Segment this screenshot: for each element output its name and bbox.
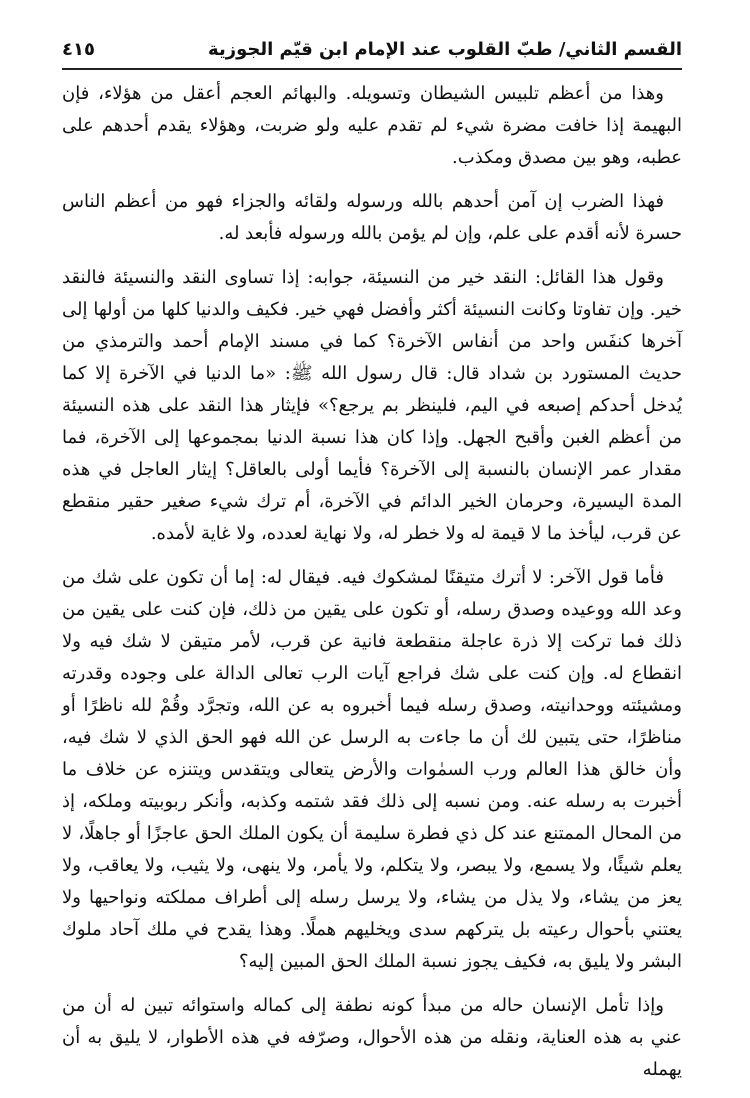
body-text bbox=[62, 78, 682, 1098]
paragraph: فأما قول الآخر: لا أترك متيقنًا لمشكوك فيه. فيقال له: إما أن تكون على شك من وعد الله ووعيده وصدق رسله، أو تكون على يقين من ذلك، فإن كنت على يقين من ذلك فما تركت إلا ذرة عاجلة منقطعة فانية عن قرب، لأمر متيقن لا شك فيه ولا انقطاع له. وإن كنت على شك فراجع آيات الرب تعالى الدالة على وجوده وقدرته ومشيئته ووحدانيته، وصدق رسله فيما أخبروه به عن الله، وتجرَّد وقُمْ لله ناظرًا أو مناظرًا، حتى يتبين لك أن ما جاءت به الرسل عن الله فهو الحق الذي لا شك فيه، وأن خالق هذا العالم ورب السمٰوات والأرض يتعالى ويتقدس ويتنزه عن خلاف ما أخبرت به رسله عنه. ومن نسبه إلى ذلك فقد شتمه وكذبه، وأنكر ربوبيته وملكه، إذ من المحال الممتنع عند كل ذي فطرة سليمة أن يكون الملك الحق عاجزًا أو جاهلًا، لا يعلم شيئًا، ولا يسمع، ولا يبصر، ولا يتكلم، ولا يأمر، ولا ينهى، ولا يثيب، ولا يعاقب، ولا يعز من يشاء، ولا يذل من يشاء، ولا يرسل رسله إلى أطراف مملكته ونواحيها ولا يعتني بأحوال رعيته بل يتركهم سدى ويخليهم هملًا. وهذا يقدح في ملك آحاد ملوك البشر ولا يليق به، فكيف يجوز نسبة الملك الحق المبين إليه؟ bbox=[62, 567, 682, 972]
header-rule bbox=[62, 68, 682, 70]
paragraph: وهذا من أعظم تلبيس الشيطان وتسويله. والبهائم العجم أعقل من هؤلاء، فإن البهيمة إذا خافت مضرة شيء لم تقدم عليه ولو ضربت، وهؤلاء يقدم أحدهم على عطبه، وهو بين مصدق ومكذب. bbox=[62, 83, 682, 168]
paragraph: وقول هذا القائل: النقد خير من النسيئة، جوابه: إذا تساوى النقد والنسيئة فالنقد خير. وإن تفاوتا وكانت النسيئة أكثر وأفضل فهي خير. فكيف والدنيا كلها من أولها إلى آخرها كنفَس واحد من أنفاس الآخرة؟ كما في مسند الإمام أحمد والترمذي من حديث المستورد بن شداد قال: قال رسول الله ﷺ: «ما الدنيا في الآخرة إلا كما يُدخل أحدكم إصبعه في اليم، فلينظر بم يرجع؟» فإيثار هذا النقد على هذه النسيئة من أعظم الغبن وأقبح الجهل. وإذا كان هذا نسبة الدنيا بمجموعها إلى الآخرة، فما مقدار عمر الإنسان بالنسبة إلى الآخرة؟ فأيما أولى بالعاقل؟ إيثار العاجل في هذه المدة اليسيرة، وحرمان الخير الدائم في الآخرة، أم ترك شيء صغير حقير منقطع عن قرب، ليأخذ ما لا قيمة له ولا خطر له، ولا نهاية لعدده، ولا غاية لأمده. bbox=[62, 267, 682, 544]
page-number: ٤١٥ bbox=[62, 38, 95, 60]
paragraph: فهذا الضرب إن آمن أحدهم بالله ورسوله ولقائه والجزاء فهو من أعظم الناس حسرة لأنه أقدم على علم، وإن لم يؤمن بالله ورسوله فأبعد له. bbox=[62, 191, 682, 244]
running-header bbox=[62, 32, 682, 66]
running-title: القسم الثاني/ طبّ القلوب عند الإمام ابن قيّم الجوزية bbox=[208, 38, 682, 60]
paragraph: وإذا تأمل الإنسان حاله من مبدأ كونه نطفة إلى كماله واستوائه تبين له أن من عني به هذه العناية، ونقله من هذه الأحوال، وصرّفه في هذه الأطوار، لا يليق به أن يهمله bbox=[62, 995, 682, 1080]
